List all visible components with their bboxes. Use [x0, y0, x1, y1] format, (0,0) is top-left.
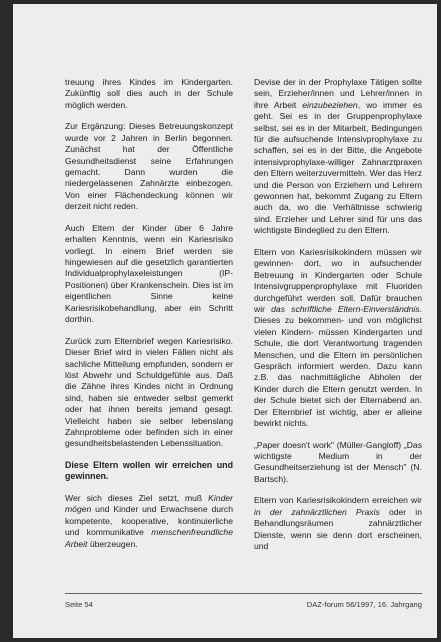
paragraph: Auch Eltern der Kinder über 6 Jahre erhalten Kenntnis, wenn ein Kariesrisiko vorliegt. In einem Brief werden sie hingewiesen auf die gesetzlich garantierten Individualprophylaxeleistungen (IP-Positionen) über Krankenschein. Dies ist im eigentlichen Sinne keine Kariesrisikobehandlung, aber ein Schritt dorthin. [65, 222, 233, 325]
quote-paragraph: „Paper doesn't work" (Müller-Gangloff) „Das wichtigste Medium in der Gesundheitserziehung ist der Mensch" (N. Bartsch). [254, 439, 422, 484]
emphasis: menschenfreundliche Arbeit [65, 527, 233, 549]
footer-rule [65, 593, 422, 594]
page-number: Seite 54 [65, 600, 93, 609]
paragraph: treuung ihres Kindes im Kindergarten. Zukünftig soll dies auch in der Schule möglich werden. [65, 77, 233, 110]
paragraph [254, 247, 422, 430]
document-page [13, 4, 437, 638]
left-column [65, 77, 233, 560]
paragraph: Zur Ergänzung: Dieses Betreuungskonzept wurde vor 2 Jahren in Berlin begonnen. Zunächst hat der Öffentliche Gesundheitsdienst seine Erfahrungen gemacht. Dann wurden die niedergelassenen Zahnärzte einbezogen. Von einer Flächendeckung können wir derzeit nicht reden. [65, 121, 233, 212]
text-run: Eltern von Kariesrisikokindern erreichen wir [254, 495, 422, 506]
paragraph [254, 495, 422, 552]
text-run: Eltern von Kariesrisikokindern müssen wir gewinnen- dort, wo in aufsuchender Betreuung in Kindergarten oder Schule Intensivgruppenprophylaxe mit Fluoriden durchgeführt werden soll. Dafür brauchen wir [254, 246, 422, 314]
emphasis: Kinder mögen [65, 492, 233, 515]
text-run: Devise der in der Prophylaxe Tätigen sollte sein, Erzieher/innen und Lehrer/innen in ihre Arbeit [254, 77, 422, 110]
emphasis: in der zahnärztlichen Praxis [254, 506, 380, 517]
paragraph [254, 77, 422, 237]
text-run: überzeugen. [87, 538, 138, 549]
right-column [254, 77, 422, 563]
section-heading: Diese Eltern wollen wir erreichen und gewinnen. [65, 459, 233, 482]
text-run: . Dieses zu bekommen- und von möglichst vielen Kindern- müssen Kindergarten und Schule, die dort Verantwortung tragenden Menschen, und die Eltern im persönlichen Gespräch informiert werden. Dazu kann z.B. das nachmittägliche Abholen der Kinder durch die Eltern genutzt werden. In der Schule bietet sich der Elternabend an. Der Elternbrief ist wichtig, aber er alleine bewirkt nichts. [254, 303, 423, 428]
text-run: Wer sich dieses Ziel setzt, muß [65, 492, 209, 503]
paragraph: Zurück zum Elternbrief wegen Kariesrisiko. Dieser Brief wird in vielen Fällen nicht als sachliche Mitteilung empfunden, sondern er löst Abwehr und Schuldgefühle aus. Daß die Zähne ihres Kindes nicht in Ordnung sind, haben sie entweder selbst gemerkt oder hat ihnen bereits jemand gesagt. Vielleicht haben sie selber lebenslang Zahnprobleme oder befinden sich in einer gesundheitsbelastenden Lebenssituation. [65, 335, 233, 449]
text-run: , wo immer es geht. Sei es in der Gruppenprophylaxe selbst, sei es in der Mitarbeit, Bedingungen für die aufsuchende Intensivprophylaxe zu schaffen, sei es in der Bitte, die Angebote intensivprophylaxe-williger Zahnarztpraxen den Eltern weiterzuvermitteln. Wer das Herz und die Person von Erziehern und Lehrern gewonnen hat, bekommt Zugang zu Eltern auch da, wo die Verhältnisse schwierig sind. Erzieher und Lehrer sind für uns das wichtigste Bindeglied zu den Eltern. [254, 99, 422, 236]
emphasis: das schriftliche Eltern-Einverständnis [271, 303, 420, 314]
text-run: und Kinder und Erwachsene durch kompetente, kooperative, kontinuierliche und kommunikative [65, 504, 233, 538]
journal-reference: DAZ-forum 56/1997, 16. Jahrgang [306, 600, 422, 609]
text-run: oder in Behandlungsräumen zahnärztlicher Dienste, wenn sie denn dort erscheinen, und [254, 506, 422, 551]
paragraph [65, 493, 233, 550]
emphasis: einzubeziehen [302, 99, 358, 110]
